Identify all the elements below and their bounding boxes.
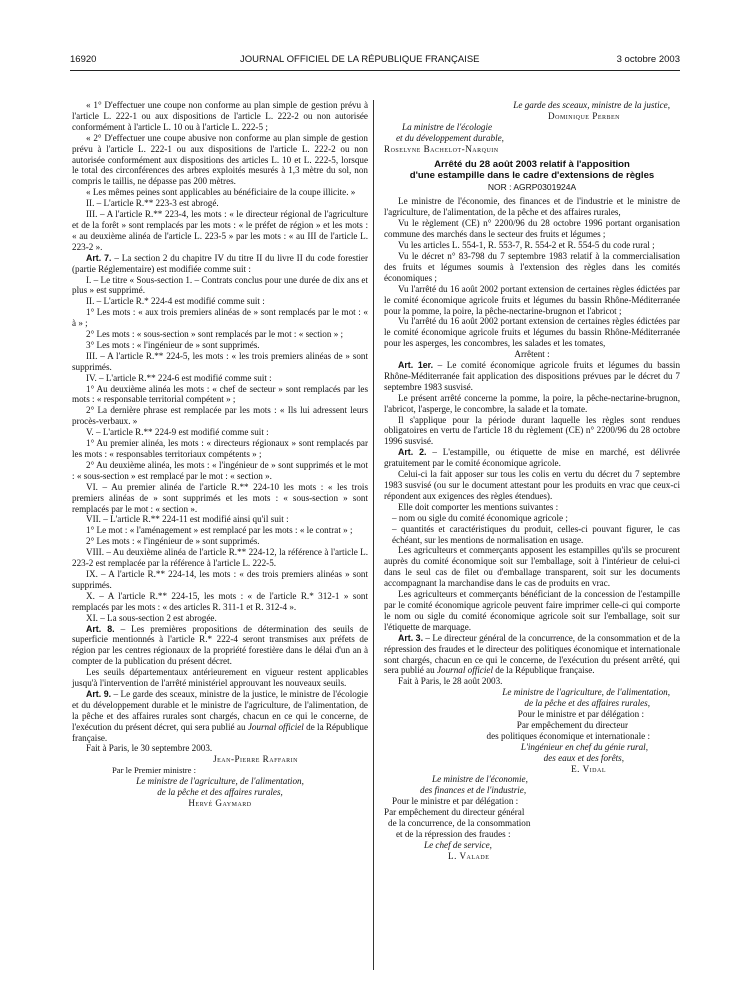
header-date: 3 octobre 2003 — [616, 54, 680, 65]
paragraph: 3° Les mots : « l'ingénieur de » sont supprimés. — [86, 339, 260, 350]
signature-title — [384, 122, 680, 133]
decree-title — [384, 159, 680, 182]
signature-title — [384, 100, 680, 111]
signature-title-text: La ministre de l'écologie — [402, 121, 493, 132]
article-1: Art. 1er. – Le comité économique agricole fruits et légumes du bassin Rhône-Méditerranée fait application des dispositions prévues par le décret du 7 septembre 1983 susvisé. — [384, 360, 681, 392]
signature-line: et de la répression des fraudes : — [396, 829, 511, 839]
paragraph: VII. – L'article R.** 224-11 est modifié ainsi qu'il suit : — [86, 514, 289, 525]
paragraph: 2° Au deuxième alinéa, les mots : « l'ingénieur de » sont supprimés et le mot : « sous-section » est remplacé par le mot : « section ». — [72, 459, 368, 481]
signature-line: de la concurrence, de la consommation — [388, 818, 531, 829]
paragraph: Les seuils départementaux antérieurement en vigueur restent applicables jusqu'à l'intervention de l'arrêté ministériel approuvant les nouveaux seuils. — [72, 667, 368, 689]
paragraph: Vu le règlement (CE) n° 2200/96 du 28 octobre 1996 portant organisation commune des marchés dans le secteur des fruits et légumes ; — [384, 218, 680, 240]
article-label: Art. 8. — [86, 623, 115, 634]
signature-name: L. Valade — [448, 850, 490, 861]
article-label: Art. 1er. — [398, 360, 434, 371]
signature-title-text: L'ingénieur en chef du génie rural, — [520, 741, 648, 752]
signature-name: Jean-Pierre Raffarin — [213, 754, 298, 765]
article-label: Art. 2. — [398, 447, 427, 458]
paragraph: Vu l'arrêté du 16 août 2002 portant extension de certaines règles édictées par le comité économique agricole fruits et légumes du bassin Rhône-Méditerranée pour les asperges, les concombres, les salades et les tomates, — [384, 316, 680, 349]
nor-reference: NOR : AGRP0301924A — [487, 181, 577, 192]
article-2: Art. 2. – L'estampille, ou étiquette de mise en marché, est délivrée gratuitement par le comité économique agricole. — [384, 447, 681, 469]
page-number: 16920 — [70, 54, 97, 65]
paragraph: 1° Les mots : « aux trois premiers alinéas de » sont remplacés par le mot : « à » ; — [72, 307, 368, 329]
paragraph: Il s'applique pour la période durant laquelle les règles sont rendues obligatoires en vertu de l'article 18 du règlement (CE) n° 2200/96 du 28 octobre 1996 susvisé. — [384, 414, 680, 447]
paragraph: IX. – A l'article R.** 224-14, les mots : « des trois premiers alinéas » sont supprimés. — [72, 568, 368, 590]
list-item: – nom ou sigle du comité économique agricole ; — [392, 512, 568, 523]
article-3: Art. 3. – Le directeur général de la concurrence, de la consommation et de la répression des fraudes et le directeur des politiques économique et internationale sont chargés, chacun en ce qui le concerne, de l'exécution du présent arrêté, qui sera publié au Journal officiel de la République française. — [384, 632, 680, 676]
signature-name: Hervé Gaymard — [188, 798, 252, 808]
paragraph: III. – A l'article R.** 224-5, les mots : « les trois premiers alinéas de » sont supprimés. — [72, 350, 368, 372]
journal-officiel-ref: Journal officiel — [436, 665, 493, 676]
article-text: Le comité économique agricole fruits et légumes du bassin Rhône-Méditerranée fait application des dispositions prévues par le décret du 7 septembre 1983 susvisé. — [384, 360, 681, 392]
paragraph: « 2° D'effectuer une coupe abusive non conforme au plan simple de gestion prévu à l'article L. 222-1 ou aux dispositions de l'article L. 222-2 ou non autorisée conformément aux dispositions des articles L. 10 et L. 222-5, lorsque le total des circonférences des arbres exploités mesurés à 1,3 mètre du sol, non compris le taillis, ne dépasse pas 200 mètres. — [72, 132, 368, 187]
decree-title-line: d'une estampille dans le cadre d'extensions de règles — [409, 170, 655, 182]
signature-line: Par empêchement du directeur — [516, 719, 628, 730]
journal-officiel-ref: Journal officiel — [247, 721, 304, 732]
right-column — [384, 100, 680, 862]
paragraph: Elle doit comporter les mentions suivantes : — [398, 501, 559, 512]
page-header — [70, 54, 680, 68]
paragraph: III. – A l'article R.** 223-4, les mots : « le directeur régional de l'agriculture et de la forêt » sont remplacés par les mots : « le préfet de région » et les mots : « au deuxième alinéa de l'article L. 223-5 » par les mots : « au III de l'article L. 223-2 ». — [72, 209, 368, 252]
paragraph: Celui-ci la fait apposer sur tous les colis en vertu du décret du 7 septembre 1983 susvisé (ou sur le document attestant pour les produits en vrac que ceux-ci répondent aux exigences des règles étendues). — [384, 469, 680, 501]
article-9: Art. 9. – Le garde des sceaux, ministre de la justice, le ministre de l'écologie et du développement durable et le ministre de l'agriculture, de l'alimentation, de la pêche et des affaires rurales sont chargés, chacun en ce qui le concerne, de l'exécution du présent décret, qui sera publié au Journal officiel de la République française. — [72, 688, 368, 743]
article-label: Art. 7. — [86, 252, 112, 263]
signature-title-text: Le ministre de l'économie, — [432, 774, 528, 785]
paragraph: IV. – L'article R.** 224-6 est modifié comme suit : — [86, 372, 272, 383]
signature-title — [72, 776, 368, 787]
right-signatures-top — [384, 100, 680, 155]
article-text: L'estampille, ou étiquette de mise en marché, est délivrée gratuitement par le comité économique agricole. — [384, 447, 681, 469]
signature-name: E. Vidal — [571, 763, 606, 774]
signature-name: Dominique Perben — [548, 110, 620, 121]
arretent: Arrêtent : — [514, 349, 550, 360]
signature-line: Par empêchement du directeur général — [384, 807, 525, 818]
signature-title — [384, 687, 680, 698]
signature-line: des politiques économique et internationale : — [486, 730, 650, 741]
paragraph: 1° Au premier alinéa, les mots : « directeurs régionaux » sont remplacés par les mots : « responsables territoriaux compétents » ; — [72, 438, 368, 459]
signature-line: Pour le ministre et par délégation : — [392, 796, 519, 807]
left-signatures — [72, 754, 368, 809]
paragraph: 2° Les mots : « sous-section » sont remplacés par le mot : « section » ; — [86, 329, 344, 340]
signature-name: Roselyne Bachelot-Narquin — [384, 143, 499, 154]
article-8: Art. 8. – Les premières propositions de détermination des seuils de superficie mentionnés à l'article R.* 222-4 seront transmises aux préfets de région par les centres régionaux de la propriété forestière dans le délai d'un an à compter de la publication du présent décret. — [72, 623, 369, 667]
signature-title-text: Le ministre de l'agriculture, de l'alimentation, — [502, 687, 670, 698]
article-7: Art. 7. – La section 2 du chapitre IV du titre II du livre II du code forestier (partie Réglementaire) est modifiée comme suit : — [72, 252, 369, 274]
column-divider — [373, 100, 374, 970]
paragraph: « 1° D'effectuer une coupe non conforme au plan simple de gestion prévu à l'article L. 222-1 ou aux dispositions de l'article L. 222-2 ou non autorisée conformément à l'article L. 10 ou à l'article L. 222-5 ; — [72, 100, 368, 132]
left-column — [72, 100, 368, 809]
republique-ref: de la République française. — [492, 665, 595, 676]
header-rule — [70, 70, 680, 71]
list-item: – quantités et caractéristiques du produit, celles-ci pouvant figurer, le cas échéant, sur les mentions de normalisation en usage. — [392, 523, 680, 545]
signature-title — [384, 753, 680, 764]
signature-title — [72, 787, 368, 798]
paragraph: II. – L'article R.* 224-4 est modifié comme suit : — [86, 296, 265, 307]
paragraph: Vu l'arrêté du 16 août 2002 portant extension de certaines règles édictées par le comité économique agricole fruits et légumes du bassin Rhône-Méditerranée pour la pomme, la poire, la pêche-nectarine-brugnon et l'abricot ; — [384, 283, 680, 316]
signature-title-text: Le chef de service, — [424, 839, 492, 850]
article-text: La section 2 du chapitre IV du titre II du livre II du code forestier (partie Réglementaire) est modifiée comme suit : — [72, 252, 369, 274]
signature-title-text: de la pêche et des affaires rurales, — [524, 698, 650, 709]
signature-line: Pour le ministre et par délégation : — [517, 709, 644, 720]
paragraph: Vu le décret n° 83-798 du 7 septembre 1983 relatif à la commercialisation des fruits et légumes soumis à l'extension des règles dans les comités économiques ; — [384, 250, 680, 283]
signature-title-text: des eaux et des forêts, — [543, 752, 624, 763]
paragraph: VI. – Au premier alinéa de l'article R.** 224-10 les mots : « les trois premiers alinéas de » sont supprimés et les mots : « sous-section » sont remplacés par le mot : « section ». — [72, 481, 368, 514]
article-label: Art. 9. — [86, 688, 112, 699]
paragraph: 2° La dernière phrase est remplacée par les mots : « Ils lui adressent leurs procès-verbaux. » — [72, 405, 368, 427]
paragraph: 1° Le mot : « l'aménagement » est remplacé par les mots : « le contrat » ; — [86, 525, 353, 536]
paragraph: Le présent arrêté concerne la pomme, la poire, la pêche-nectarine-brugnon, l'abricot, l'asperge, le concombre, la salade et la tomate. — [384, 392, 680, 414]
signature-title-text: de la pêche et des affaires rurales, — [157, 787, 283, 798]
paragraph: Vu les articles L. 554-1, R. 553-7, R. 554-2 et R. 554-5 du code rural ; — [398, 240, 655, 251]
paragraph: II. – L'article R.** 223-3 est abrogé. — [86, 198, 219, 209]
signature-line: Par le Premier ministre : — [112, 765, 197, 776]
signature-title — [384, 785, 680, 796]
signature-title — [384, 840, 680, 851]
paragraph: « Les mêmes peines sont applicables au bénéficiaire de la coupe illicite. » — [86, 187, 356, 198]
article-label: Art. 3. — [398, 632, 424, 643]
republique-ref: de la République française. — [72, 721, 368, 743]
signature-title-text: Le garde des sceaux, ministre de la justice, — [513, 100, 670, 110]
signature-title-text: Le ministre de l'agriculture, de l'alimentation, — [136, 776, 304, 787]
paragraph: V. – L'article R.** 224-9 est modifié comme suit : — [86, 427, 269, 438]
journal-title: JOURNAL OFFICIEL DE LA RÉPUBLIQUE FRANÇAISE — [240, 54, 480, 65]
paragraph: Les agriculteurs et commerçants apposent les estampilles qu'ils se procurent auprès du comité économique soit sur l'emballage, soit à l'intérieur de celui-ci dans le seul cas de filet ou d'emballage transparent, soit sur les documents accompagnant la marchandise dans le cas de produits en vrac. — [384, 545, 680, 589]
article-text: Les premières propositions de détermination des seuils de superficie mentionnés à l'article R.* 222-4 seront transmises aux préfets de région par les centres régionaux de la propriété forestière dans le délai d'un an à compter de la publication du présent décret. — [72, 623, 369, 667]
signature-title-text: et du développement durable, — [396, 132, 504, 143]
paragraph: I. – Le titre « Sous-section 1. – Contrats conclus pour une durée de dix ans et plus » est supprimé. — [72, 274, 368, 296]
signature-title-text: des finances et de l'industrie, — [420, 785, 527, 796]
signature-title — [384, 698, 680, 709]
article-text: Le garde des sceaux, ministre de la justice, le ministre de l'écologie et du développement durable et le ministre de l'agriculture, de l'alimentation, de la pêche et des affaires rurales sont chargés, chacun en ce qui le concerne, de l'exécution du présent décret, qui sera publié au — [72, 688, 368, 732]
article-text: Le directeur général de la concurrence, de la consommation et de la répression des fraudes et le directeur des politiques économique et internationale sont chargés, chacun en ce qui le concerne, de l'exécution du présent arrêté, qui sera publié au — [384, 632, 680, 676]
paragraph: X. – A l'article R.** 224-15, les mots : « de l'article R.* 312-1 » sont remplacés par les mots : « des articles R. 311-1 et R. 312-4 ». — [72, 590, 368, 612]
decree-title-line: Arrêté du 28 août 2003 relatif à l'apposition — [434, 158, 630, 170]
paragraph: Les agriculteurs et commerçants bénéficiant de la concession de l'estampille par le comité économique agricole peuvent faire imprimer celle-ci qui comporte le nom ou sigle du comité économique agricole soit sur l'emballage, soit sur l'étiquette de marquage. — [384, 589, 680, 632]
paragraph: 2° Les mots : « l'ingénieur de » sont supprimés. — [86, 536, 260, 547]
paragraph: Fait à Paris, le 30 septembre 2003. — [86, 743, 213, 754]
done-at: Fait à Paris, le 28 août 2003. — [398, 676, 503, 687]
paragraph: 1° Au deuxième alinéa les mots : « chef de secteur » sont remplacés par les mots : « responsable territorial compétent » ; — [72, 383, 368, 405]
signature-title — [384, 133, 680, 144]
paragraph: XI. – La sous-section 2 est abrogée. — [86, 612, 217, 623]
paragraph: VIII. – Au deuxième alinéa de l'article R.** 224-12, la référence à l'article L. 223-2 est remplacée par la référence à l'article L. 222-5. — [72, 547, 368, 569]
signature-title — [384, 742, 680, 753]
paragraph: Le ministre de l'économie, des finances et de l'industrie et le ministre de l'agriculture, de l'alimentation, de la pêche et des affaires rurales, — [384, 196, 680, 218]
signature-title — [384, 774, 680, 785]
right-signatures-bottom — [384, 687, 680, 862]
